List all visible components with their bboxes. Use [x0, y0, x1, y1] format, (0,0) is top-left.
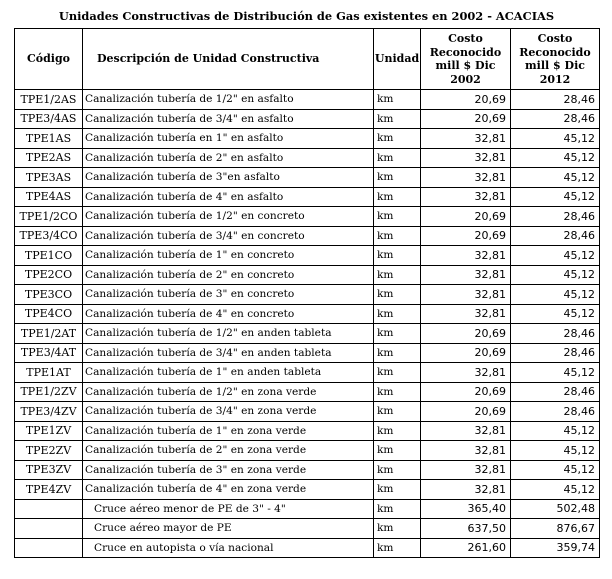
code-cell: TPE3AS	[15, 168, 83, 188]
code-cell	[15, 499, 83, 519]
description-cell: Canalización tubería de 3" en zona verde	[83, 460, 374, 480]
unit-cell: km	[374, 519, 421, 539]
cost-table	[14, 28, 600, 558]
table-row	[15, 324, 600, 344]
description-cell: Canalización tubería de 2" en concreto	[83, 265, 374, 285]
table-row	[15, 90, 600, 110]
cost-2012-cell: 45,12	[511, 480, 600, 500]
cost-2002-cell: 32,81	[421, 421, 511, 441]
header-codigo: Código	[15, 29, 83, 90]
cost-2012-cell: 28,46	[511, 207, 600, 227]
code-cell: TPE3/4CO	[15, 226, 83, 246]
header-costo-2002-line: 2002	[450, 72, 481, 86]
cost-2012-cell: 45,12	[511, 441, 600, 461]
code-cell	[15, 538, 83, 558]
cost-2012-cell: 45,12	[511, 363, 600, 383]
code-cell: TPE1/2AS	[15, 90, 83, 110]
header-costo-2002-line: Reconocido	[429, 45, 502, 59]
unit-cell: km	[374, 207, 421, 227]
table-row	[15, 226, 600, 246]
table-row	[15, 402, 600, 422]
cost-2012-cell: 28,46	[511, 90, 600, 110]
unit-cell: km	[374, 129, 421, 149]
unit-cell: km	[374, 499, 421, 519]
table-row	[15, 499, 600, 519]
code-cell: TPE4AS	[15, 187, 83, 207]
cost-2012-cell: 45,12	[511, 265, 600, 285]
code-cell: TPE1CO	[15, 246, 83, 266]
table-row	[15, 441, 600, 461]
cost-2002-cell: 32,81	[421, 187, 511, 207]
header-costo-2012-line: mill $ Dic	[525, 59, 585, 72]
table-row	[15, 187, 600, 207]
cost-2002-cell: 32,81	[421, 246, 511, 266]
cost-2012-cell: 45,12	[511, 460, 600, 480]
cost-2002-cell: 637,50	[421, 519, 511, 539]
cost-2002-cell: 20,69	[421, 226, 511, 246]
cost-2012-cell: 45,12	[511, 285, 600, 305]
table-row	[15, 382, 600, 402]
header-costo-2002-line: mill $ Dic	[435, 59, 496, 72]
header-costo-2012-line: Reconocido	[519, 45, 591, 59]
code-cell: TPE2CO	[15, 265, 83, 285]
unit-cell: km	[374, 246, 421, 266]
table-row	[15, 304, 600, 324]
cost-2002-cell: 32,81	[421, 363, 511, 383]
description-cell: Cruce aéreo menor de PE de 3" - 4"	[83, 499, 374, 519]
description-cell: Canalización tubería de 3" en concreto	[83, 285, 374, 305]
description-cell: Canalización tubería de 1" en concreto	[83, 246, 374, 266]
unit-cell: km	[374, 90, 421, 110]
table-row	[15, 285, 600, 305]
cost-2012-cell: 45,12	[511, 187, 600, 207]
description-cell: Canalización tubería de 4" en asfalto	[83, 187, 374, 207]
description-cell: Cruce aéreo mayor de PE	[83, 519, 374, 539]
cost-2002-cell: 365,40	[421, 499, 511, 519]
unit-cell: km	[374, 343, 421, 363]
description-cell: Canalización tubería de 4" en zona verde	[83, 480, 374, 500]
code-cell: TPE3/4ZV	[15, 402, 83, 422]
table-title: Unidades Constructivas de Distribución de Gas existentes en 2002 - ACACIAS	[58, 9, 555, 23]
unit-cell: km	[374, 226, 421, 246]
unit-cell: km	[374, 382, 421, 402]
cost-2012-cell: 45,12	[511, 421, 600, 441]
header-costo-2012	[511, 29, 600, 90]
description-cell: Canalización tubería de 3/4" en zona verde	[83, 402, 374, 422]
description-cell: Cruce en autopista o vía nacional	[83, 538, 374, 558]
code-cell: TPE3/4AT	[15, 343, 83, 363]
unit-cell: km	[374, 168, 421, 188]
description-cell: Canalización tubería de 1/2" en asfalto	[83, 90, 374, 110]
cost-2002-cell: 20,69	[421, 382, 511, 402]
header-descripcion: Descripción de Unidad Constructiva	[83, 29, 374, 90]
cost-2012-cell: 45,12	[511, 129, 600, 149]
code-cell: TPE3/4AS	[15, 109, 83, 129]
cost-2002-cell: 32,81	[421, 265, 511, 285]
cost-2012-cell: 45,12	[511, 148, 600, 168]
code-cell: TPE1/2CO	[15, 207, 83, 227]
description-cell: Canalización tubería de 1" en anden tableta	[83, 363, 374, 383]
unit-cell: km	[374, 421, 421, 441]
cost-2002-cell: 32,81	[421, 168, 511, 188]
unit-cell: km	[374, 109, 421, 129]
code-cell	[15, 519, 83, 539]
description-cell: Canalización tubería de 2" en zona verde	[83, 441, 374, 461]
code-cell: TPE2ZV	[15, 441, 83, 461]
cost-2002-cell: 32,81	[421, 129, 511, 149]
unit-cell: km	[374, 285, 421, 305]
cost-2002-cell: 32,81	[421, 304, 511, 324]
table-row	[15, 363, 600, 383]
cost-2012-cell: 45,12	[511, 168, 600, 188]
unit-cell: km	[374, 441, 421, 461]
code-cell: TPE1AT	[15, 363, 83, 383]
unit-cell: km	[374, 265, 421, 285]
code-cell: TPE1ZV	[15, 421, 83, 441]
description-cell: Canalización tubería de 1/2" en zona verde	[83, 382, 374, 402]
unit-cell: km	[374, 148, 421, 168]
code-cell: TPE1AS	[15, 129, 83, 149]
cost-2002-cell: 20,69	[421, 207, 511, 227]
cost-2012-cell: 28,46	[511, 402, 600, 422]
cost-2012-cell: 28,46	[511, 109, 600, 129]
unit-cell: km	[374, 324, 421, 344]
cost-2002-cell: 261,60	[421, 538, 511, 558]
description-cell: Canalización tubería de 1" en zona verde	[83, 421, 374, 441]
cost-2002-cell: 20,69	[421, 343, 511, 363]
cost-2002-cell: 32,81	[421, 441, 511, 461]
code-cell: TPE3ZV	[15, 460, 83, 480]
description-cell: Canalización tubería de 3/4" en asfalto	[83, 109, 374, 129]
cost-2012-cell: 28,46	[511, 343, 600, 363]
header-costo-2012-line: 2012	[539, 72, 571, 86]
unit-cell: km	[374, 187, 421, 207]
description-cell: Canalización tubería de 1/2" en anden tableta	[83, 324, 374, 344]
description-cell: Canalización tubería de 2" en asfalto	[83, 148, 374, 168]
cost-2012-cell: 28,46	[511, 226, 600, 246]
cost-2012-cell: 28,46	[511, 382, 600, 402]
cost-2002-cell: 20,69	[421, 109, 511, 129]
table-row	[15, 538, 600, 558]
description-cell: Canalización tubería de 1/2" en concreto	[83, 207, 374, 227]
code-cell: TPE4CO	[15, 304, 83, 324]
description-cell: Canalización tubería de 3"en asfalto	[83, 168, 374, 188]
cost-2002-cell: 32,81	[421, 460, 511, 480]
code-cell: TPE1/2ZV	[15, 382, 83, 402]
table-row	[15, 148, 600, 168]
code-cell: TPE4ZV	[15, 480, 83, 500]
document	[14, 4, 599, 558]
header-costo-2002	[421, 29, 511, 90]
code-cell: TPE2AS	[15, 148, 83, 168]
table-row	[15, 109, 600, 129]
header-unidad: Unidad	[374, 29, 421, 90]
table-row	[15, 207, 600, 227]
cost-2012-cell: 45,12	[511, 246, 600, 266]
table-header	[15, 29, 600, 90]
table-row	[15, 480, 600, 500]
header-costo-2012-line: Costo	[537, 32, 573, 45]
cost-2012-cell: 359,74	[511, 538, 600, 558]
table-row	[15, 129, 600, 149]
header-costo-2002-line: Costo	[448, 32, 483, 45]
cost-2002-cell: 20,69	[421, 90, 511, 110]
unit-cell: km	[374, 460, 421, 480]
table-row	[15, 519, 600, 539]
cost-2012-cell: 28,46	[511, 324, 600, 344]
unit-cell: km	[374, 538, 421, 558]
cost-2002-cell: 32,81	[421, 148, 511, 168]
description-cell: Canalización tubería de 3/4" en anden tableta	[83, 343, 374, 363]
unit-cell: km	[374, 402, 421, 422]
description-cell: Canalización tubería de 4" en concreto	[83, 304, 374, 324]
table-row	[15, 343, 600, 363]
code-cell: TPE3CO	[15, 285, 83, 305]
table-row	[15, 421, 600, 441]
description-cell: Canalización tubería de 3/4" en concreto	[83, 226, 374, 246]
cost-2002-cell: 20,69	[421, 324, 511, 344]
table-row	[15, 265, 600, 285]
description-cell: Canalización tubería en 1" en asfalto	[83, 129, 374, 149]
unit-cell: km	[374, 480, 421, 500]
cost-2012-cell: 876,67	[511, 519, 600, 539]
table-row	[15, 168, 600, 188]
table-row	[15, 460, 600, 480]
cost-2002-cell: 32,81	[421, 480, 511, 500]
table-row	[15, 246, 600, 266]
cost-2002-cell: 32,81	[421, 285, 511, 305]
code-cell: TPE1/2AT	[15, 324, 83, 344]
unit-cell: km	[374, 304, 421, 324]
cost-2012-cell: 502,48	[511, 499, 600, 519]
cost-2012-cell: 45,12	[511, 304, 600, 324]
unit-cell: km	[374, 363, 421, 383]
header-row	[15, 29, 600, 90]
cost-2002-cell: 20,69	[421, 402, 511, 422]
table-body	[15, 90, 600, 558]
